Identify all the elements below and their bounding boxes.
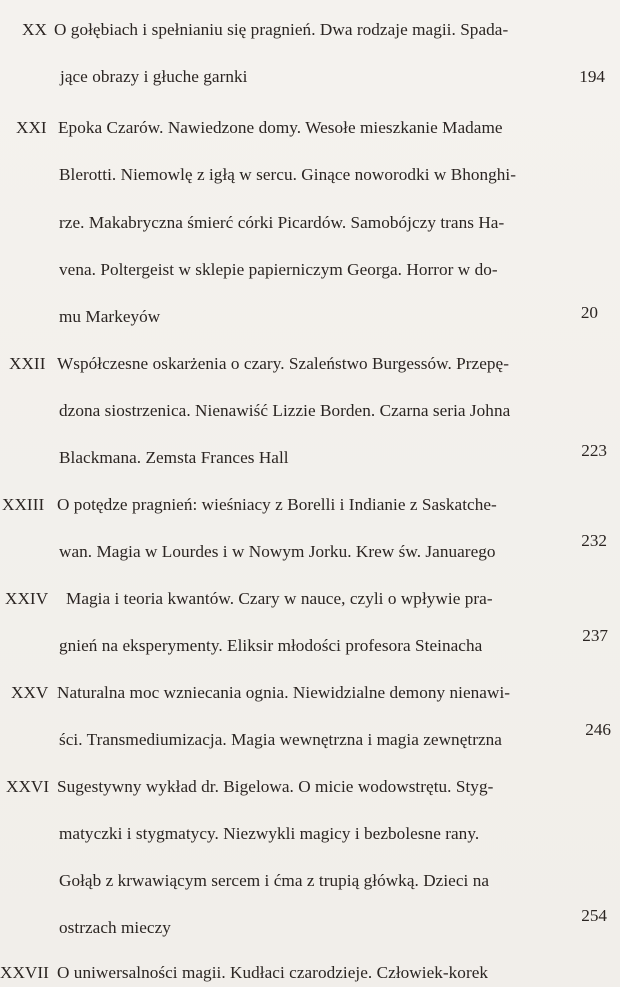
toc-entry-line: Naturalna moc wzniecania ognia. Niewidzialne demony nienawi-	[57, 683, 511, 702]
toc-entry-line: jące obrazy i głuche garnki	[60, 67, 248, 86]
toc-entry-line: mu Markeyów	[59, 307, 161, 326]
toc-entry-numeral: XXIV	[5, 589, 49, 608]
toc-entry-page-number: 194	[579, 67, 605, 86]
toc-entry-numeral: XXVI	[6, 777, 50, 796]
toc-entry-line: Magia i teoria kwantów. Czary w nauce, czyli o wpływie pra-	[66, 589, 493, 608]
toc-entry-line: rze. Makabryczna śmierć córki Picardów. Samobójczy trans Ha-	[59, 213, 505, 232]
toc-entry-line: vena. Poltergeist w sklepie papierniczym Georga. Horror w do-	[59, 260, 498, 279]
toc-entry-numeral: XXIII	[2, 495, 45, 514]
toc-entry-page-number: 223	[581, 441, 607, 460]
toc-entry-line: Epoka Czarów. Nawiedzone domy. Wesołe mieszkanie Madame	[58, 118, 503, 137]
toc-entry-line: Współczesne oskarżenia o czary. Szaleństwo Burgessów. Przepę-	[57, 354, 509, 373]
toc-entry-line: Sugestywny wykład dr. Bigelowa. O micie wodowstrętu. Styg-	[57, 777, 494, 796]
toc-entry-numeral: XXI	[16, 118, 47, 137]
toc-entry-line: Blackmana. Zemsta Frances Hall	[59, 448, 289, 467]
toc-entry-numeral: XXV	[11, 683, 49, 702]
toc-entry-line: matyczki i stygmatycy. Niezwykli magicy i bezbolesne rany.	[59, 824, 480, 843]
toc-entry-page-number: 232	[581, 531, 607, 550]
toc-entry-line: O uniwersalności magii. Kudłaci czarodzieje. Człowiek-korek	[57, 963, 489, 982]
toc-entry-line: ści. Transmediumizacja. Magia wewnętrzna i magia zewnętrzna	[59, 730, 502, 749]
toc-entry-numeral: XXVII	[0, 963, 49, 982]
toc-entry-line: gnień na eksperymenty. Eliksir młodości profesora Steinacha	[59, 636, 483, 655]
toc-entry-line: wan. Magia w Lourdes i w Nowym Jorku. Krew św. Januarego	[59, 542, 496, 561]
toc-entry-numeral: XXII	[9, 354, 46, 373]
toc-entry-page-number: 20	[580, 303, 598, 322]
toc-entry-line: O potędze pragnień: wieśniacy z Borelli i Indianie z Saskatche-	[57, 495, 497, 514]
toc-entry-numeral: XX	[22, 20, 47, 39]
toc-entry-line: Blerotti. Niemowlę z igłą w sercu. Ginące noworodki w Bhonghi-	[59, 165, 517, 184]
toc-entry-page-number: 237	[582, 626, 608, 645]
toc-entry-line: ostrzach mieczy	[59, 918, 171, 937]
toc-entry-page-number: 254	[581, 906, 607, 925]
toc-entry-line: Gołąb z krwawiącym sercem i ćma z trupią główką. Dzieci na	[59, 871, 490, 890]
toc-entry-line: dzona siostrzenica. Nienawiść Lizzie Borden. Czarna seria Johna	[59, 401, 511, 420]
toc-entry-line: O gołębiach i spełnianiu się pragnień. Dwa rodzaje magii. Spada-	[54, 20, 509, 39]
toc-entry-page-number: 246	[585, 720, 611, 739]
